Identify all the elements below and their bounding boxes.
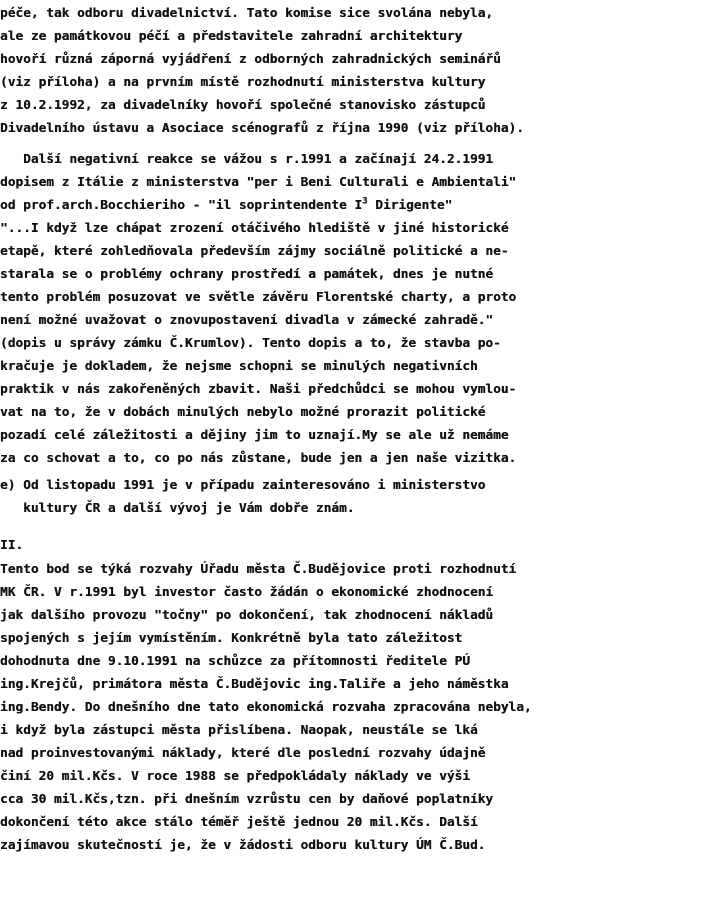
text-line: vat na to, že v dobách minulých nebylo možné prorazit politické [0,405,486,420]
text-line: ing.Bendy. Do dnešního dne tato ekonomická rozvaha zpracována nebyla, [0,700,532,715]
text-line: cca 30 mil.Kčs,tzn. při dnešním vzrůstu cen by daňové poplatníky [0,792,494,807]
text-line: (viz příloha) a na prvním místě rozhodnutí ministerstva kultury [0,75,486,90]
text-line: tento problém posuzovat ve světle závěru Florentské charty, a proto [0,290,517,305]
text-line-head: od prof.arch.Bocchieriho - "il soprintendente I [0,198,363,213]
text-line: MK ČR. V r.1991 byl investor často žádán o ekonomické zhodnocení [0,585,494,600]
text-line: nad proinvestovanými náklady, které dle poslední rozvahy údajně [0,746,486,761]
text-line: ing.Krejčů, primátora města Č.Budějovic ing.Taliře a jeho náměstka [0,677,509,692]
text-line: Divadelního ústavu a Asociace scénografů z října 1990 (viz příloha). [0,121,524,136]
text-line: dohodnuta dne 9.10.1991 na schůzce za přítomnosti ředitele PÚ [0,654,470,669]
text-line: za co schovat a to, co po nás zůstane, bude jen a jen naše vizitka. [0,451,517,466]
text-line: Tento bod se týká rozvahy Úřadu města Č.Budějovice proti rozhodnutí [0,562,517,577]
text-line: činí 20 mil.Kčs. V roce 1988 se předpokládaly náklady ve výši [0,769,470,784]
text-line-tail: Dirigente" [367,198,453,213]
text-line: etapě, které zohledňovala především zájmy sociálně politické a ne- [0,244,509,259]
text-line: i když byla zástupci města přislíbena. Naopak, neustále se lká [0,723,478,738]
text-line [0,194,718,217]
text-line: pozadí celé záležitosti a dějiny jim to uznají.My se ale už nemáme [0,428,509,443]
text-line: péče, tak odboru divadelnictví. Tato komise sice svolána nebyla, [0,6,494,21]
text-line: hovoří různá záporná vyjádření z odborných zahradnických seminářů [0,52,501,67]
text-line: e) Od listopadu 1991 je v případu zainteresováno i ministerstvo [0,478,486,493]
text-line: zajímavou skutečností je, že v žádosti odboru kultury ÚM Č.Bud. [0,838,486,853]
text-line: praktik v nás zakořeněných zbavit. Naši předchůdci se mohou vymlou- [0,382,517,397]
section-heading: II. [0,538,24,553]
text-line: (dopis u správy zámku Č.Krumlov). Tento dopis a to, že stavba po- [0,336,501,351]
text-line: kultury ČR a další vývoj je Vám dobře znám. [0,501,355,516]
text-line: dopisem z Itálie z ministerstva "per i Beni Culturali e Ambientali" [0,175,517,190]
text-line: z 10.2.1992, za divadelníky hovoří společné stanovisko zástupců [0,98,486,113]
text-line: jak dalšího provozu "točny" po dokončení, tak zhodnocení nákladů [0,608,494,623]
superscript: 3 [362,196,368,207]
text-line: Další negativní reakce se vážou s r.1991 a začínají 24.2.1991 [0,152,494,167]
text-line: ale ze památkovou péčí a představitele zahradní architektury [0,29,463,44]
text-line: spojených s jejím vymístěním. Konkrétně byla tato záležitost [0,631,463,646]
text-line: "...I když lze chápat zrození otáčivého hlediště v jiné historické [0,221,509,236]
text-line: kračuje je dokladem, že nejsme schopni se minulých negativních [0,359,478,374]
text-line: dokončení této akce stálo téměř ještě jednou 20 mil.Kčs. Další [0,815,478,830]
text-line: starala se o problémy ochrany prostředí a památek, dnes je nutné [0,267,494,282]
text-line: není možné uvažovat o znovupostavení divadla v zámecké zahradě." [0,313,494,328]
